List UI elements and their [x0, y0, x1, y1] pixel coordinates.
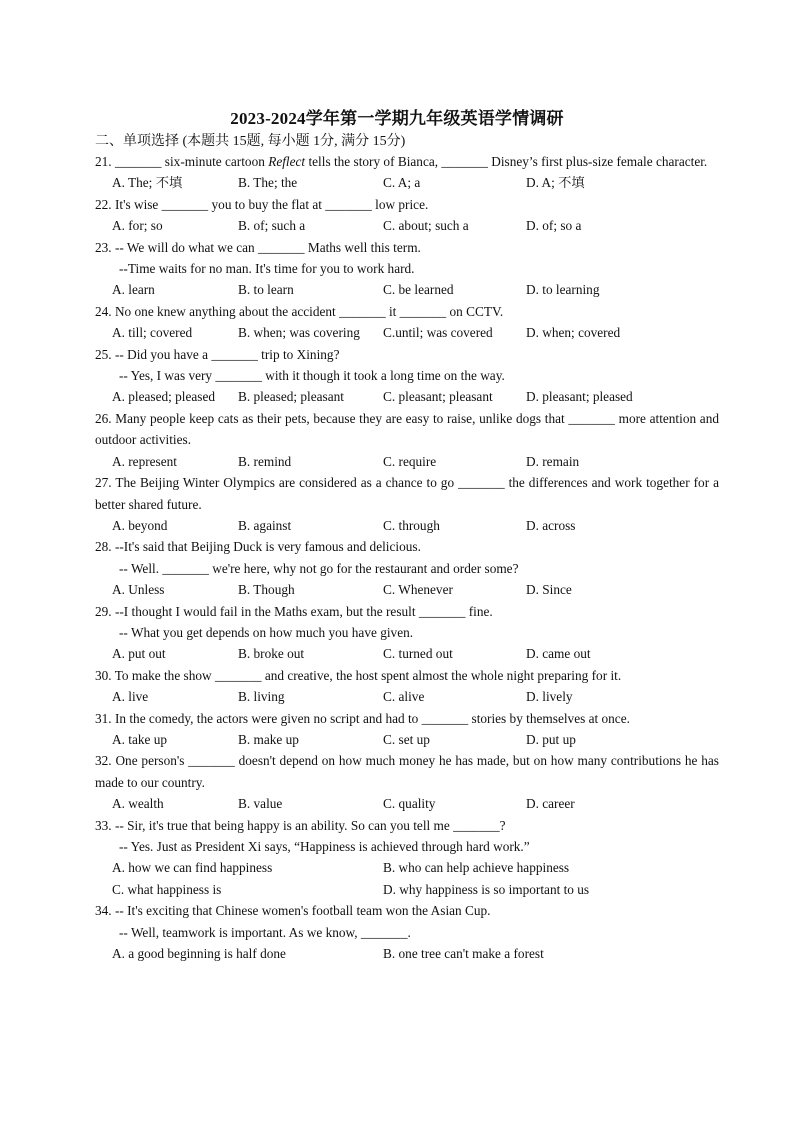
- question-21: [95, 151, 719, 194]
- option-b: B. to learn: [238, 282, 294, 298]
- question-32: [95, 750, 719, 814]
- page-title: 2023-2024学年第一学期九年级英语学情调研: [230, 109, 564, 128]
- option-row: [95, 686, 719, 707]
- option-a: A. wealth: [112, 796, 164, 812]
- question-29: [95, 601, 719, 665]
- question-stem: 29. --I thought I would fail in the Maths exam, but the result _______ fine.: [95, 603, 493, 619]
- dialog-line: -- Well, teamwork is important. As we know, _______.: [119, 924, 411, 940]
- option-row: [95, 515, 719, 536]
- option-d: D. career: [526, 796, 575, 812]
- dialog-line: -- Well. _______ we're here, why not go for the restaurant and order some?: [119, 560, 519, 576]
- option-a: A. live: [112, 689, 149, 705]
- option-row: [95, 451, 719, 472]
- option-c: C. be learned: [383, 282, 454, 298]
- question-stem: 21. _______ six-minute cartoon Reflect tells the story of Bianca, _______ Disney’s first plus-size female character.: [95, 154, 708, 169]
- option-b: B. broke out: [238, 646, 305, 662]
- option-c: C. A; a: [383, 175, 421, 191]
- question-stem: 31. In the comedy, the actors were given no script and had to _______ stories by themselves at once.: [95, 710, 630, 726]
- option-row: [95, 943, 719, 964]
- option-c: C. require: [383, 453, 437, 469]
- option-row: [95, 215, 719, 236]
- option-row: [95, 322, 719, 343]
- option-b: B. make up: [238, 731, 299, 747]
- question-33: [95, 815, 719, 901]
- option-d: D. why happiness is so important to us: [383, 881, 590, 897]
- option-row: [95, 386, 719, 407]
- option-row: [95, 793, 719, 814]
- option-c: C.until; was covered: [383, 325, 493, 341]
- question-list: [95, 151, 719, 964]
- question-stem: 34. -- It's exciting that Chinese women's football team won the Asian Cup.: [95, 903, 491, 919]
- option-a: A. a good beginning is half done: [112, 946, 286, 962]
- question-27: [95, 472, 719, 536]
- option-b: B. living: [238, 689, 285, 705]
- option-a: A. put out: [112, 646, 166, 662]
- option-d: D. Since: [526, 582, 572, 598]
- question-stem: 24. No one knew anything about the accident _______ it _______ on CCTV.: [95, 303, 504, 319]
- option-b: B. Though: [238, 582, 295, 598]
- option-row: [95, 729, 719, 750]
- option-c: C. quality: [383, 796, 436, 812]
- question-stem: 22. It's wise _______ you to buy the flat at _______ low price.: [95, 196, 429, 212]
- option-b: B. The; the: [238, 175, 298, 191]
- question-stem: 27. The Beijing Winter Olympics are considered as a chance to go _______ the differences and work together for a better shared future.: [95, 475, 719, 512]
- option-b: B. who can help achieve happiness: [383, 860, 570, 876]
- option-d: D. came out: [526, 646, 591, 662]
- option-d: D. across: [526, 517, 576, 533]
- section-heading: 二、单项选择 (本题共 15题, 每小题 1分, 满分 15分): [95, 134, 406, 149]
- option-b: B. value: [238, 796, 283, 812]
- option-d: D. put up: [526, 731, 576, 747]
- option-a: A. pleased; pleased: [112, 389, 216, 405]
- question-stem: 30. To make the show _______ and creative, the host spent almost the whole night preparing for it.: [95, 667, 622, 683]
- option-b: B. one tree can't make a forest: [383, 946, 544, 962]
- option-a: A. take up: [112, 731, 168, 747]
- option-d: D. when; covered: [526, 325, 621, 341]
- option-a: A. till; covered: [112, 325, 193, 341]
- question-34: [95, 900, 719, 964]
- question-30: [95, 665, 719, 708]
- question-stem: 26. Many people keep cats as their pets, because they are easy to raise, unlike dogs that _______ more attention and outdoor activities.: [95, 410, 719, 448]
- option-c: C. set up: [383, 731, 430, 747]
- option-a: A. how we can find happiness: [112, 860, 273, 876]
- option-c: C. through: [383, 517, 440, 533]
- question-24: [95, 301, 719, 344]
- option-row: [95, 857, 719, 878]
- dialog-line: -- Yes, I was very _______ with it though it took a long time on the way.: [119, 368, 505, 384]
- option-a: A. for; so: [112, 218, 163, 234]
- question-28: [95, 536, 719, 600]
- dialog-line: --Time waits for no man. It's time for you to work hard.: [119, 261, 415, 277]
- option-row: [95, 172, 719, 193]
- question-stem: 32. One person's _______ doesn't depend on how much money he has made, but on how many contributions he has made to our country.: [95, 753, 719, 790]
- italic-title: Reflect: [268, 154, 306, 169]
- option-c: C. Whenever: [383, 582, 453, 598]
- question-25: [95, 344, 719, 408]
- option-c: C. pleasant; pleasant: [383, 389, 493, 405]
- question-stem: 23. -- We will do what we can _______ Maths well this term.: [95, 239, 421, 255]
- question-22: [95, 194, 719, 237]
- dialog-line: -- What you get depends on how much you have given.: [119, 624, 414, 640]
- option-a: A. The; 不填: [112, 175, 183, 191]
- option-d: D. to learning: [526, 282, 600, 298]
- question-stem: 25. -- Did you have a _______ trip to Xining?: [95, 346, 340, 362]
- option-a: A. beyond: [112, 517, 168, 533]
- option-b: B. when; was covering: [238, 325, 360, 341]
- option-d: D. pleasant; pleased: [526, 389, 633, 405]
- option-a: A. Unless: [112, 582, 165, 598]
- question-31: [95, 708, 719, 751]
- dialog-line: -- Yes. Just as President Xi says, “Happiness is achieved through hard work.”: [119, 839, 530, 854]
- question-23: [95, 237, 719, 301]
- option-d: D. of; so a: [526, 218, 582, 234]
- question-stem: 33. -- Sir, it's true that being happy is an ability. So can you tell me _______?: [95, 817, 506, 833]
- question-26: [95, 408, 719, 472]
- option-b: B. pleased; pleasant: [238, 389, 344, 405]
- option-c: C. turned out: [383, 646, 453, 662]
- option-c: C. alive: [383, 689, 425, 705]
- option-b: B. remind: [238, 453, 292, 469]
- option-d: D. remain: [526, 453, 580, 469]
- option-b: B. of; such a: [238, 218, 306, 234]
- option-c: C. what happiness is: [112, 881, 222, 897]
- option-a: A. learn: [112, 282, 155, 298]
- option-c: C. about; such a: [383, 218, 469, 234]
- option-a: A. represent: [112, 453, 177, 469]
- option-d: D. lively: [526, 689, 573, 705]
- option-row: [95, 579, 719, 600]
- question-stem: 28. --It's said that Beijing Duck is very famous and delicious.: [95, 539, 421, 555]
- option-row: [95, 879, 719, 900]
- option-row: [95, 643, 719, 664]
- option-row: [95, 279, 719, 300]
- option-b: B. against: [238, 517, 292, 533]
- option-d: D. A; 不填: [526, 175, 585, 191]
